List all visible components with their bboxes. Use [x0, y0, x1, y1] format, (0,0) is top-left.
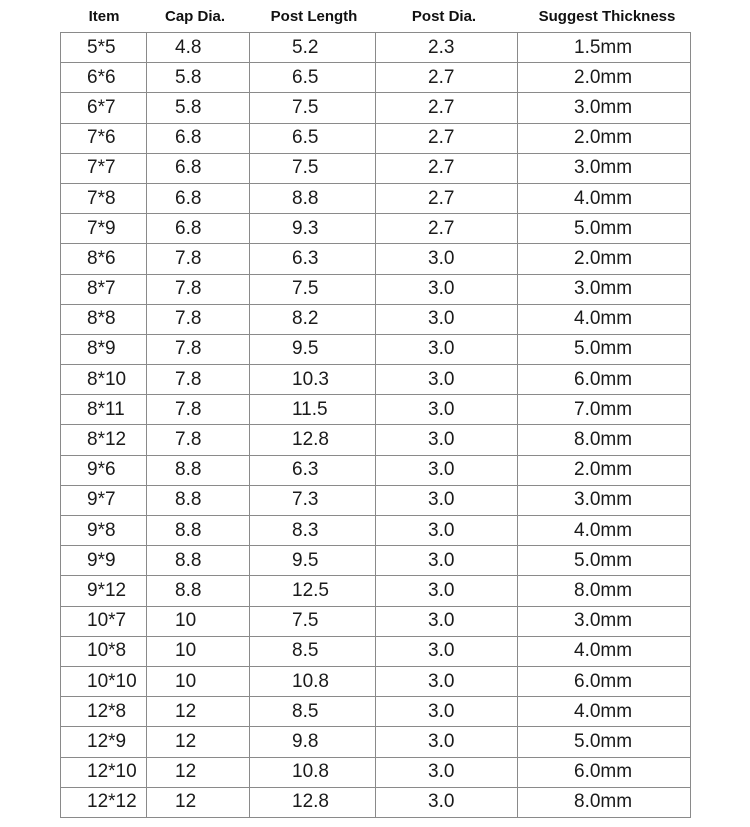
- table-row: [61, 666, 691, 696]
- cell-cap-dia: 7.8: [147, 304, 250, 334]
- cell-post-length: 10.8: [250, 666, 376, 696]
- cell-suggest-thickness: 4.0mm: [518, 304, 691, 334]
- cell-cap-dia: 12: [147, 727, 250, 757]
- cell-item: 8*11: [61, 395, 147, 425]
- cell-cap-dia: 8.8: [147, 485, 250, 515]
- cell-post-length: 9.5: [250, 546, 376, 576]
- cell-item: 8*8: [61, 304, 147, 334]
- cell-post-length: 7.5: [250, 153, 376, 183]
- header-cap-dia: Cap Dia.: [164, 8, 226, 25]
- cell-post-dia: 2.3: [376, 33, 518, 63]
- cell-cap-dia: 7.8: [147, 425, 250, 455]
- cell-post-dia: 3.0: [376, 727, 518, 757]
- table-row: [61, 183, 691, 213]
- cell-item: 12*12: [61, 787, 147, 817]
- table-row: [61, 727, 691, 757]
- cell-suggest-thickness: 2.0mm: [518, 455, 691, 485]
- cell-suggest-thickness: 6.0mm: [518, 365, 691, 395]
- table-row: [61, 214, 691, 244]
- cell-post-length: 11.5: [250, 395, 376, 425]
- cell-cap-dia: 8.8: [147, 516, 250, 546]
- cell-post-dia: 2.7: [376, 93, 518, 123]
- table-row: [61, 787, 691, 817]
- cell-post-dia: 2.7: [376, 183, 518, 213]
- cell-cap-dia: 7.8: [147, 274, 250, 304]
- cell-post-length: 9.8: [250, 727, 376, 757]
- cell-post-length: 7.5: [250, 274, 376, 304]
- cell-cap-dia: 8.8: [147, 576, 250, 606]
- cell-suggest-thickness: 4.0mm: [518, 516, 691, 546]
- cell-post-dia: 2.7: [376, 123, 518, 153]
- table-row: [61, 274, 691, 304]
- cell-cap-dia: 8.8: [147, 546, 250, 576]
- spec-table: [60, 32, 691, 818]
- cell-suggest-thickness: 4.0mm: [518, 636, 691, 666]
- cell-post-dia: 3.0: [376, 334, 518, 364]
- spec-table-body: [61, 33, 691, 818]
- cell-item: 9*12: [61, 576, 147, 606]
- table-header: [0, 0, 750, 32]
- cell-suggest-thickness: 3.0mm: [518, 93, 691, 123]
- cell-suggest-thickness: 2.0mm: [518, 63, 691, 93]
- cell-post-dia: 2.7: [376, 153, 518, 183]
- cell-item: 7*6: [61, 123, 147, 153]
- cell-post-dia: 3.0: [376, 697, 518, 727]
- cell-item: 9*8: [61, 516, 147, 546]
- cell-cap-dia: 12: [147, 787, 250, 817]
- cell-suggest-thickness: 8.0mm: [518, 576, 691, 606]
- cell-item: 10*8: [61, 636, 147, 666]
- table-row: [61, 153, 691, 183]
- cell-item: 8*12: [61, 425, 147, 455]
- cell-post-dia: 3.0: [376, 576, 518, 606]
- cell-post-length: 8.3: [250, 516, 376, 546]
- cell-suggest-thickness: 5.0mm: [518, 727, 691, 757]
- cell-suggest-thickness: 7.0mm: [518, 395, 691, 425]
- cell-item: 6*6: [61, 63, 147, 93]
- cell-cap-dia: 12: [147, 757, 250, 787]
- cell-suggest-thickness: 6.0mm: [518, 757, 691, 787]
- table-row: [61, 697, 691, 727]
- cell-post-length: 6.3: [250, 455, 376, 485]
- table-row: [61, 425, 691, 455]
- cell-suggest-thickness: 3.0mm: [518, 274, 691, 304]
- cell-post-dia: 3.0: [376, 636, 518, 666]
- cell-cap-dia: 12: [147, 697, 250, 727]
- cell-cap-dia: 4.8: [147, 33, 250, 63]
- cell-suggest-thickness: 1.5mm: [518, 33, 691, 63]
- cell-post-dia: 3.0: [376, 425, 518, 455]
- cell-suggest-thickness: 4.0mm: [518, 697, 691, 727]
- table-row: [61, 33, 691, 63]
- table-row: [61, 93, 691, 123]
- cell-post-length: 7.3: [250, 485, 376, 515]
- cell-item: 12*9: [61, 727, 147, 757]
- cell-suggest-thickness: 2.0mm: [518, 123, 691, 153]
- cell-suggest-thickness: 5.0mm: [518, 334, 691, 364]
- cell-post-length: 6.5: [250, 63, 376, 93]
- cell-cap-dia: 6.8: [147, 123, 250, 153]
- cell-item: 8*6: [61, 244, 147, 274]
- cell-post-length: 7.5: [250, 606, 376, 636]
- cell-cap-dia: 8.8: [147, 455, 250, 485]
- cell-suggest-thickness: 4.0mm: [518, 183, 691, 213]
- cell-post-dia: 2.7: [376, 214, 518, 244]
- cell-suggest-thickness: 3.0mm: [518, 485, 691, 515]
- cell-item: 8*10: [61, 365, 147, 395]
- cell-suggest-thickness: 3.0mm: [518, 606, 691, 636]
- cell-suggest-thickness: 3.0mm: [518, 153, 691, 183]
- cell-post-dia: 3.0: [376, 666, 518, 696]
- cell-post-dia: 3.0: [376, 757, 518, 787]
- cell-item: 8*9: [61, 334, 147, 364]
- cell-post-dia: 3.0: [376, 606, 518, 636]
- cell-item: 6*7: [61, 93, 147, 123]
- cell-post-dia: 3.0: [376, 304, 518, 334]
- cell-post-dia: 3.0: [376, 365, 518, 395]
- table-row: [61, 485, 691, 515]
- cell-cap-dia: 5.8: [147, 93, 250, 123]
- table-row: [61, 63, 691, 93]
- cell-post-length: 8.2: [250, 304, 376, 334]
- table-row: [61, 606, 691, 636]
- cell-suggest-thickness: 8.0mm: [518, 425, 691, 455]
- cell-cap-dia: 7.8: [147, 365, 250, 395]
- header-item: Item: [88, 8, 120, 25]
- cell-post-length: 9.5: [250, 334, 376, 364]
- cell-cap-dia: 10: [147, 636, 250, 666]
- cell-post-length: 12.8: [250, 425, 376, 455]
- cell-post-length: 6.5: [250, 123, 376, 153]
- cell-post-dia: 3.0: [376, 546, 518, 576]
- cell-item: 10*7: [61, 606, 147, 636]
- cell-item: 12*8: [61, 697, 147, 727]
- cell-post-dia: 3.0: [376, 395, 518, 425]
- table-row: [61, 516, 691, 546]
- table-row: [61, 455, 691, 485]
- cell-post-dia: 3.0: [376, 244, 518, 274]
- cell-cap-dia: 10: [147, 606, 250, 636]
- table-row: [61, 334, 691, 364]
- cell-item: 8*7: [61, 274, 147, 304]
- cell-cap-dia: 5.8: [147, 63, 250, 93]
- cell-item: 10*10: [61, 666, 147, 696]
- table-row: [61, 395, 691, 425]
- cell-post-length: 10.8: [250, 757, 376, 787]
- cell-cap-dia: 7.8: [147, 334, 250, 364]
- cell-suggest-thickness: 2.0mm: [518, 244, 691, 274]
- cell-suggest-thickness: 8.0mm: [518, 787, 691, 817]
- cell-item: 5*5: [61, 33, 147, 63]
- table-row: [61, 304, 691, 334]
- cell-item: 9*6: [61, 455, 147, 485]
- cell-post-length: 12.8: [250, 787, 376, 817]
- cell-suggest-thickness: 5.0mm: [518, 546, 691, 576]
- cell-post-length: 10.3: [250, 365, 376, 395]
- cell-item: 9*7: [61, 485, 147, 515]
- table-row: [61, 757, 691, 787]
- cell-item: 7*7: [61, 153, 147, 183]
- cell-item: 12*10: [61, 757, 147, 787]
- cell-post-dia: 3.0: [376, 455, 518, 485]
- header-post-length: Post Length: [270, 8, 358, 25]
- cell-item: 7*9: [61, 214, 147, 244]
- cell-post-length: 8.5: [250, 636, 376, 666]
- table-row: [61, 365, 691, 395]
- cell-suggest-thickness: 5.0mm: [518, 214, 691, 244]
- cell-post-dia: 3.0: [376, 787, 518, 817]
- cell-post-dia: 3.0: [376, 274, 518, 304]
- cell-cap-dia: 10: [147, 666, 250, 696]
- cell-item: 9*9: [61, 546, 147, 576]
- table-row: [61, 244, 691, 274]
- cell-post-dia: 3.0: [376, 516, 518, 546]
- header-post-dia: Post Dia.: [411, 8, 477, 25]
- cell-cap-dia: 6.8: [147, 183, 250, 213]
- cell-post-length: 5.2: [250, 33, 376, 63]
- cell-post-length: 9.3: [250, 214, 376, 244]
- cell-post-length: 8.8: [250, 183, 376, 213]
- cell-cap-dia: 6.8: [147, 153, 250, 183]
- cell-post-length: 6.3: [250, 244, 376, 274]
- table-row: [61, 546, 691, 576]
- cell-cap-dia: 7.8: [147, 244, 250, 274]
- cell-post-dia: 2.7: [376, 63, 518, 93]
- cell-cap-dia: 6.8: [147, 214, 250, 244]
- cell-post-length: 7.5: [250, 93, 376, 123]
- cell-post-length: 12.5: [250, 576, 376, 606]
- table-row: [61, 636, 691, 666]
- cell-cap-dia: 7.8: [147, 395, 250, 425]
- cell-post-length: 8.5: [250, 697, 376, 727]
- table-row: [61, 123, 691, 153]
- table-row: [61, 576, 691, 606]
- header-suggest-thickness: Suggest Thickness: [538, 8, 676, 25]
- cell-post-dia: 3.0: [376, 485, 518, 515]
- cell-item: 7*8: [61, 183, 147, 213]
- cell-suggest-thickness: 6.0mm: [518, 666, 691, 696]
